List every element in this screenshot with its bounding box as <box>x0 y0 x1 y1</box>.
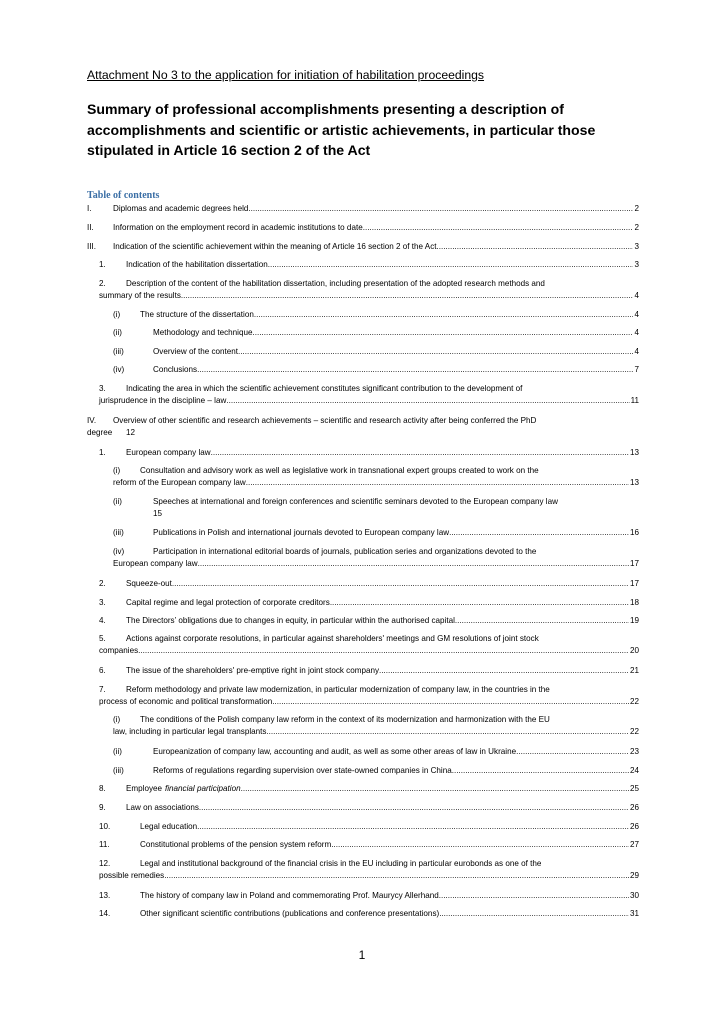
toc-text-continued: European company law <box>113 559 198 568</box>
toc-page: 26 <box>629 803 639 812</box>
toc-page: 4 <box>634 291 639 300</box>
toc-heading: Table of contents <box>87 190 160 201</box>
toc-page: 30 <box>629 891 639 900</box>
toc-entry-IV-5[interactable] <box>99 633 639 657</box>
toc-page: 17 <box>629 559 639 568</box>
toc-page: 11 <box>630 396 639 405</box>
toc-number: 5. <box>99 634 106 643</box>
toc-entry-IV-3[interactable] <box>99 597 639 609</box>
toc-entry-I[interactable] <box>87 203 639 215</box>
toc-entry-IV-14[interactable] <box>99 908 639 920</box>
toc-text: Participation in international editorial boards of journals, publication series and organizations devoted to the <box>153 547 537 556</box>
toc-page: 22 <box>629 727 639 736</box>
toc-page: 13 <box>629 478 639 487</box>
toc-number: (ii) <box>113 747 122 756</box>
toc-entry-IV-1[interactable] <box>99 447 639 459</box>
toc-entry-IV-1-i[interactable] <box>113 465 639 489</box>
toc-entry-IV-1-ii[interactable] <box>113 496 639 520</box>
toc-page: 2 <box>634 204 639 213</box>
toc-entry-IV-1-iv[interactable] <box>113 546 639 570</box>
toc-entry-IV-8[interactable] <box>99 783 639 795</box>
toc-page: 26 <box>629 822 639 831</box>
toc-page: 25 <box>629 784 639 793</box>
toc-number: 1. <box>99 260 106 269</box>
toc-entry-IV-7[interactable] <box>99 684 639 708</box>
toc-text: Reforms of regulations regarding supervision over state-owned companies in China <box>153 766 452 775</box>
toc-number: (iii) <box>113 528 124 537</box>
toc-page: 12 <box>126 428 136 437</box>
toc-text: Overview of the content <box>153 347 239 356</box>
page-number: 1 <box>358 948 366 962</box>
toc-number: II. <box>87 223 94 232</box>
toc-text-italic: financial participation <box>165 784 241 793</box>
toc-number: (iv) <box>113 365 125 374</box>
toc-number: (iii) <box>113 766 124 775</box>
toc-number: 9. <box>99 803 106 812</box>
toc-page: 3 <box>634 242 639 251</box>
toc-entry-IV-9[interactable] <box>99 802 639 814</box>
toc-entry-IV-4[interactable] <box>99 615 639 627</box>
toc-text: Constitutional problems of the pension system reform <box>140 840 332 849</box>
toc-number: 1. <box>99 448 106 457</box>
toc-entry-IV-11[interactable] <box>99 839 639 851</box>
toc-text: Europeanization of company law, accounting and audit, as well as some other areas of law in Ukraine <box>153 747 517 756</box>
toc-number: 11. <box>99 840 110 849</box>
toc-entry-IV-6[interactable] <box>99 665 639 677</box>
toc-number: 2. <box>99 279 106 288</box>
toc-page: 29 <box>629 871 639 880</box>
toc-number: 7. <box>99 685 106 694</box>
toc-text-continued: companies. <box>99 646 141 655</box>
toc-text: Employee <box>126 784 162 793</box>
toc-number: IV. <box>87 416 97 425</box>
toc-number: 12. <box>99 859 111 868</box>
toc-number: (ii) <box>113 328 122 337</box>
toc-number: 3. <box>99 384 106 393</box>
toc-number: (i) <box>113 715 121 724</box>
toc-page: 13 <box>629 448 639 457</box>
toc-entry-III-2-ii[interactable] <box>113 327 639 339</box>
toc-number: (ii) <box>113 497 122 506</box>
toc-page: 18 <box>629 598 639 607</box>
toc-entry-IV-13[interactable] <box>99 890 639 902</box>
toc-text: Squeeze-out <box>126 579 172 588</box>
toc-text: The conditions of the Polish company law reform in the context of its modernization and harmonization with the EU <box>140 715 550 724</box>
toc-page: 21 <box>629 666 639 675</box>
toc-text-continued: law, including in particular legal transplants <box>113 727 267 736</box>
toc-number: 3. <box>99 598 106 607</box>
toc-page: 4 <box>634 310 639 319</box>
toc-text: Overview of other scientific and research achievements – scientific and research activity after being conferred the PhD <box>113 416 537 425</box>
toc-entry-III[interactable] <box>87 241 639 253</box>
toc-entry-III-2-i[interactable] <box>113 309 639 321</box>
toc-text: Capital regime and legal protection of corporate creditors <box>126 598 330 607</box>
toc-number: 13. <box>99 891 111 900</box>
toc-page: 16 <box>629 528 639 537</box>
toc-page: 19 <box>629 616 639 625</box>
toc-text: Legal and institutional background of the financial crisis in the EU including in particular eurobonds as one of the <box>140 859 542 868</box>
toc-text: Actions against corporate resolutions, in particular against shareholders' meetings and GM resolutions of joint stock <box>126 634 539 643</box>
toc-entry-III-2-iii[interactable] <box>113 346 639 358</box>
toc-page: 17 <box>629 579 639 588</box>
toc-entry-IV-7-ii[interactable] <box>113 746 639 758</box>
toc-text-continued: degree <box>87 428 113 437</box>
toc-number: 6. <box>99 666 106 675</box>
toc-text: Conclusions <box>153 365 198 374</box>
toc-entry-III-2-iv[interactable] <box>113 364 639 376</box>
toc-text: Other significant scientific contributions (publications and conference presentations) <box>140 909 440 918</box>
toc-text: Indicating the area in which the scientific achievement constitutes significant contribution to the development of <box>126 384 523 393</box>
toc-page: 24 <box>629 766 639 775</box>
toc-number: (i) <box>113 466 121 475</box>
toc-entry-IV-12[interactable] <box>99 858 639 882</box>
toc-text-continued: process of economic and political transformation. <box>99 697 275 706</box>
toc-text-continued: reform of the European company law <box>113 478 246 487</box>
toc-text: Speeches at international and foreign conferences and scientific seminars devoted to the European company law <box>153 497 558 506</box>
toc-text: Consultation and advisory work as well as legislative work in transnational expert groups created to work on the <box>140 466 539 475</box>
toc-entry-IV-2[interactable] <box>99 578 639 590</box>
toc-page: 22 <box>629 697 639 706</box>
toc-entry-IV[interactable] <box>87 415 639 439</box>
toc-text: European company law <box>126 448 211 457</box>
toc-page: 15 <box>153 509 163 518</box>
toc-number: 10. <box>99 822 111 831</box>
toc-text: The history of company law in Poland and commemorating Prof. Maurycy Allerhand. <box>140 891 441 900</box>
toc-text: Indication of the scientific achievement within the meaning of Article 16 section 2 of the Act <box>113 242 437 251</box>
toc-text: Law on associations <box>126 803 199 812</box>
toc-text-continued: possible remedies <box>99 871 165 880</box>
toc-page: 23 <box>629 747 639 756</box>
toc-number: 8. <box>99 784 106 793</box>
toc-number: 14. <box>99 909 111 918</box>
toc-text: The issue of the shareholders' pre-emptive right in joint stock company <box>126 666 380 675</box>
toc-text: Diplomas and academic degrees held <box>113 204 249 213</box>
toc-text: Description of the content of the habilitation dissertation, including presentation of the adopted research methods and <box>126 279 545 288</box>
toc-number: (iii) <box>113 347 124 356</box>
toc-text: Reform methodology and private law modernization, in particular modernization of company law, in the countries in the <box>126 685 550 694</box>
toc-page: 3 <box>634 260 639 269</box>
toc-entry-IV-10[interactable] <box>99 821 639 833</box>
toc-text: Publications in Polish and international journals devoted to European company law <box>153 528 450 537</box>
toc-page: 4 <box>634 328 639 337</box>
toc-number: I. <box>87 204 92 213</box>
toc-entry-III-3[interactable] <box>99 383 639 407</box>
toc-text: Legal education <box>140 822 198 831</box>
toc-page: 7 <box>634 365 639 374</box>
toc-entry-IV-7-iii[interactable] <box>113 765 639 777</box>
toc-number: 4. <box>99 616 106 625</box>
toc-page: 27 <box>629 840 639 849</box>
toc-page: 2 <box>634 223 639 232</box>
toc-text: Indication of the habilitation dissertation <box>126 260 268 269</box>
toc-number: (iv) <box>113 547 125 556</box>
toc-entry-IV-7-i[interactable] <box>113 714 639 738</box>
toc-text: Information on the employment record in academic institutions to date <box>113 223 363 232</box>
toc-number: (i) <box>113 310 121 319</box>
toc-number: III. <box>87 242 96 251</box>
toc-text: The structure of the dissertation <box>140 310 254 319</box>
toc-text: The Directors’ obligations due to changes in equity, in particular within the authorised capital. <box>126 616 458 625</box>
toc-entry-IV-1-iii[interactable] <box>113 527 639 539</box>
attachment-heading: Attachment No 3 to the application for initiation of habilitation proceedings <box>87 68 485 82</box>
toc-page: 4 <box>634 347 639 356</box>
toc-page: 31 <box>629 909 639 918</box>
toc-entry-III-1[interactable] <box>99 259 639 271</box>
toc-text-continued: jurisprudence in the discipline – law <box>99 396 227 405</box>
document-title: Summary of professional accomplishments presenting a description of accomplishments and scientific or artistic achievements, in particular those stipulated in Article 16 section 2 of the Act <box>87 101 596 159</box>
toc-page: 20 <box>629 646 639 655</box>
toc-entry-II[interactable] <box>87 222 639 234</box>
toc-entry-III-2[interactable] <box>99 278 639 302</box>
toc-text: Methodology and technique <box>153 328 253 337</box>
toc-number: 2. <box>99 579 106 588</box>
toc-text-continued: summary of the results <box>99 291 181 300</box>
